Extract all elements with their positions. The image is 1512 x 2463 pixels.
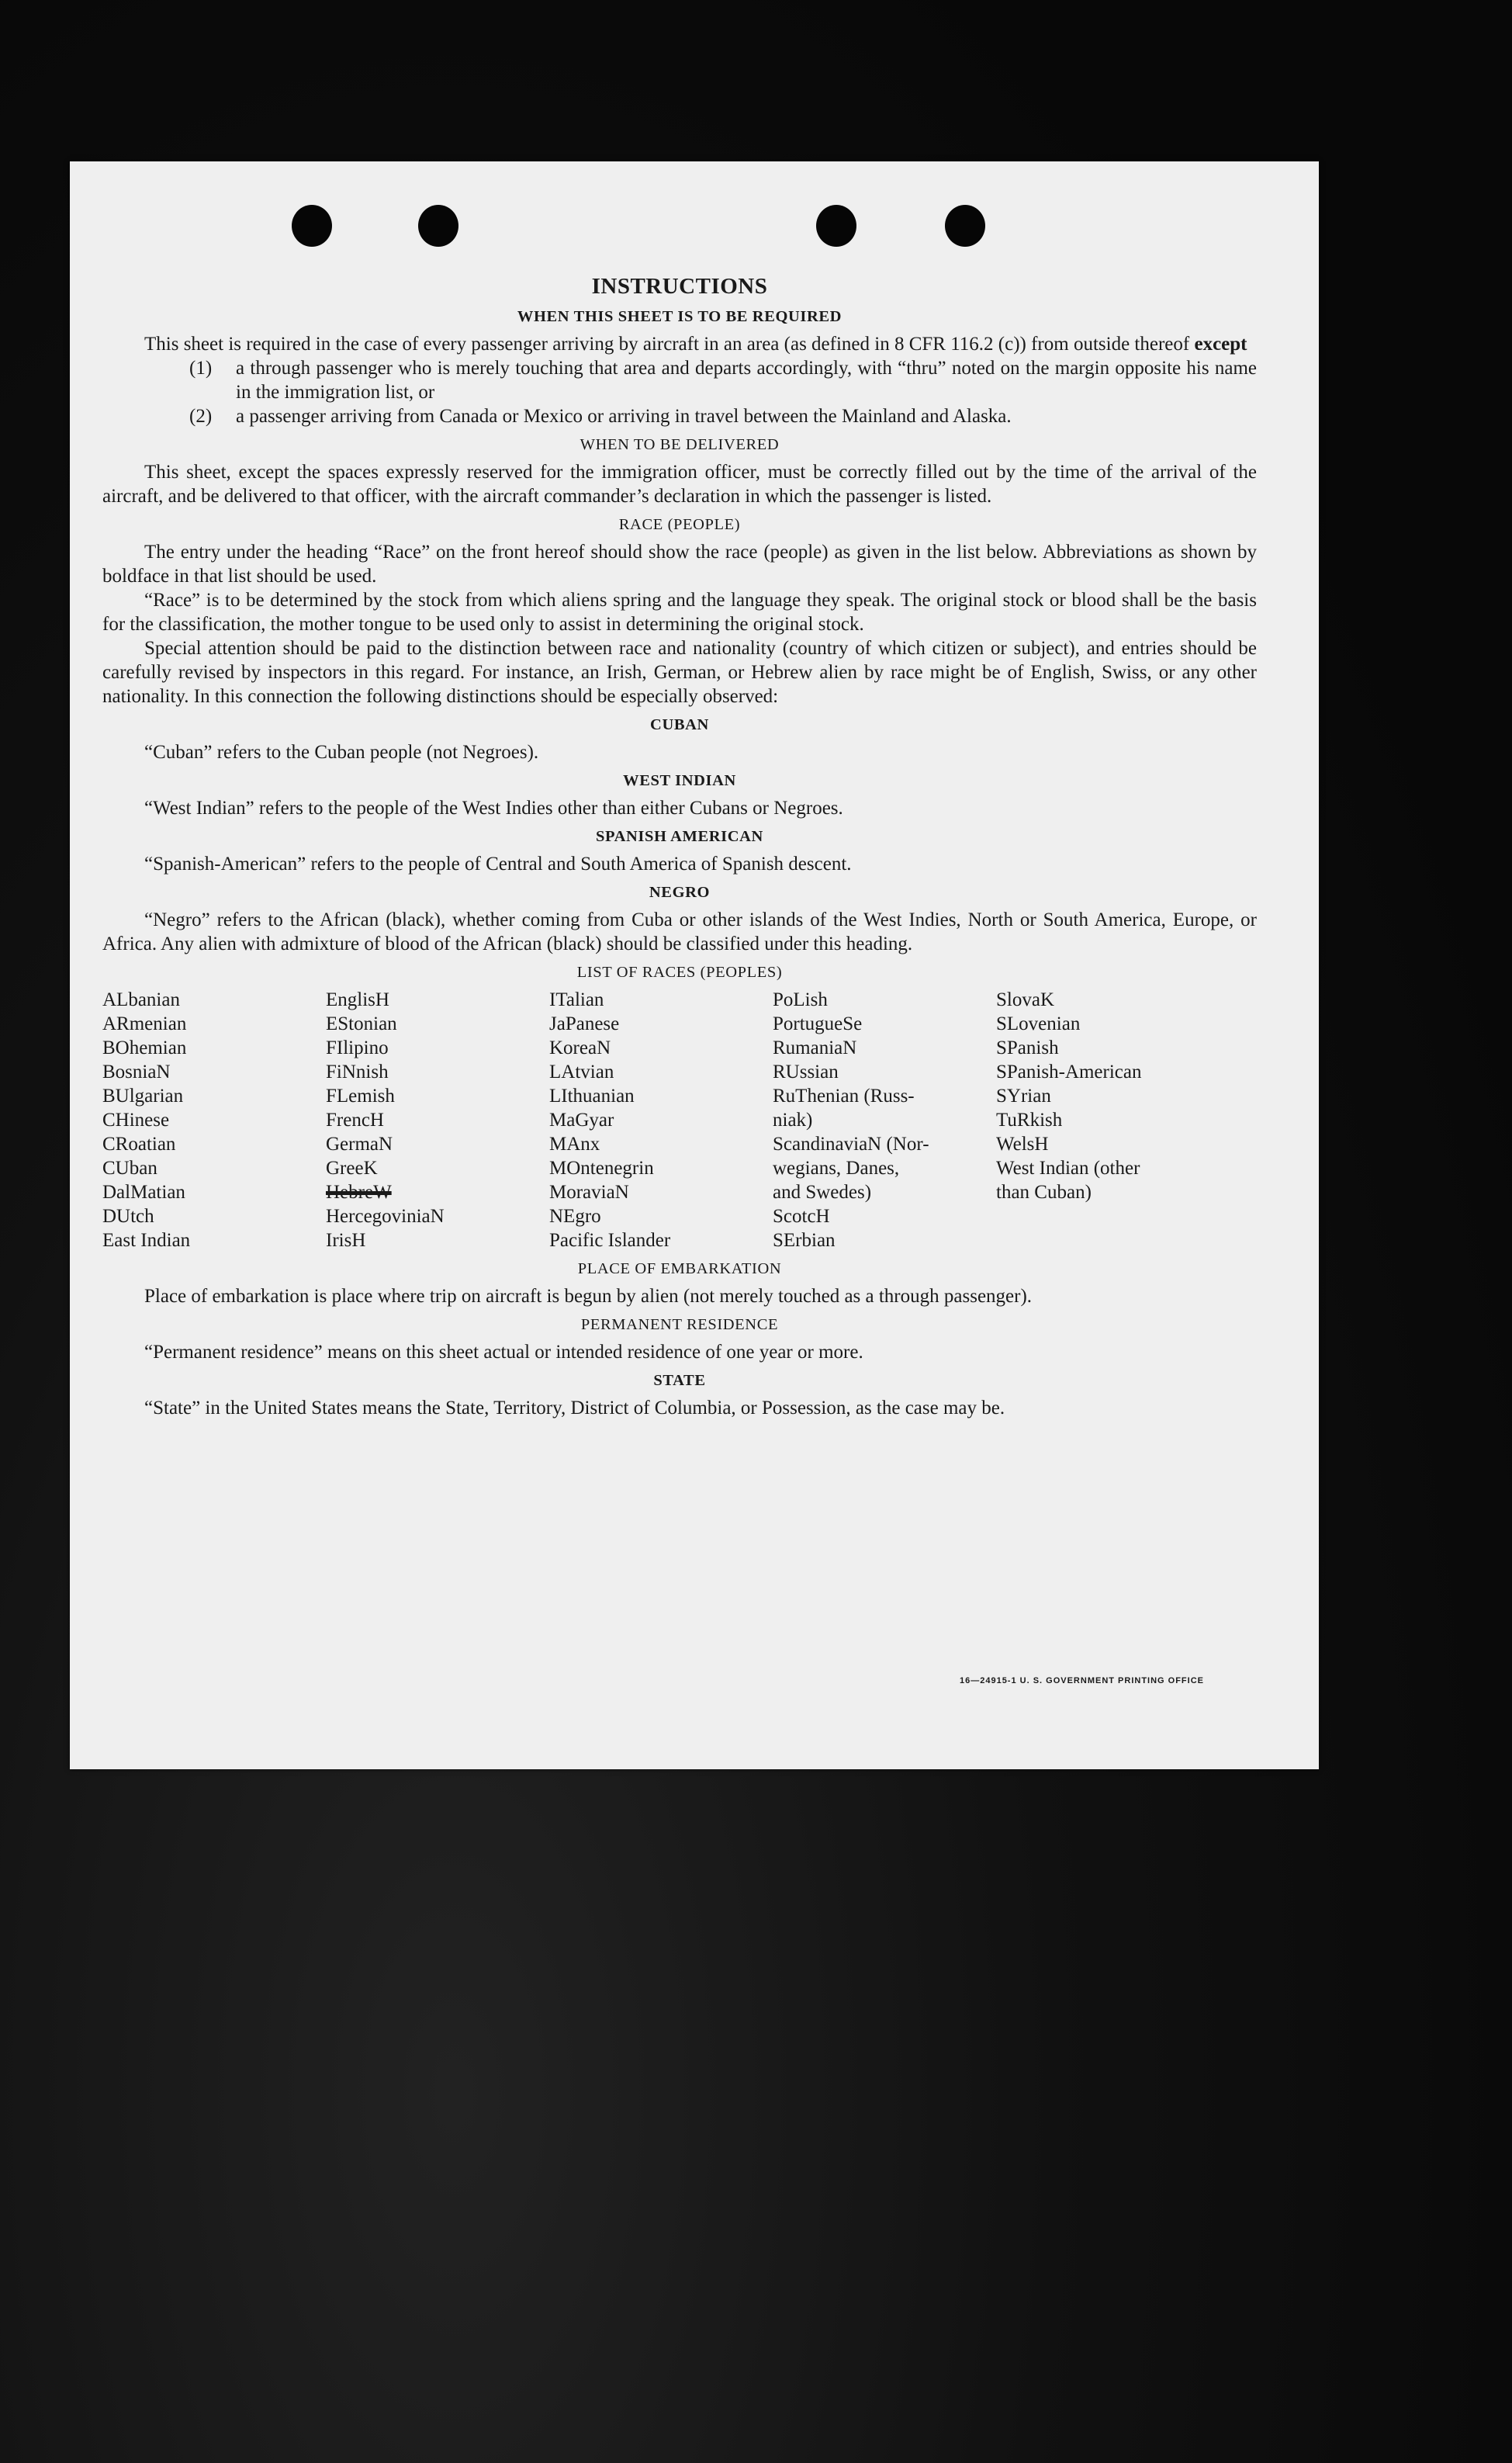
section-heading-west-indian: WEST INDIAN bbox=[623, 772, 736, 789]
cuban-text: “Cuban” refers to the Cuban people (not Negroes). bbox=[144, 742, 539, 763]
race-entry: MOntenegrin bbox=[549, 1158, 654, 1179]
race-entry: IrisH bbox=[326, 1230, 366, 1251]
west-indian-text: “West Indian” refers to the people of the West Indies other than either Cubans or Negroes. bbox=[144, 798, 843, 819]
race-entry: BOhemian bbox=[102, 1038, 187, 1058]
exception-item bbox=[102, 404, 1257, 428]
section-heading-race: RACE (PEOPLE) bbox=[618, 516, 741, 533]
race-entry: KoreaN bbox=[549, 1038, 611, 1058]
residence-text: “Permanent residence” means on this sheet actual or intended residence of one year or more. bbox=[144, 1342, 863, 1363]
section-heading-negro: NEGRO bbox=[649, 884, 711, 901]
when-required-intro bbox=[102, 332, 1257, 356]
negro-text: “Negro” refers to the African (black), whether coming from Cuba or other islands of the West Indies, North or South America, Europe, or Africa. Any alien with admixture of blood of the African (black) should be classified under this heading. bbox=[102, 909, 1257, 954]
section-heading-when-required: WHEN THIS SHEET IS TO BE REQUIRED bbox=[517, 308, 842, 325]
intro-text: This sheet is required in the case of every passenger arriving by aircraft in an area (as defined in 8 CFR 116.2 (c)) from outside thereof bbox=[144, 334, 1195, 355]
race-entry: EStonian bbox=[326, 1013, 397, 1034]
punch-hole bbox=[292, 205, 332, 247]
race-entry: SlovaK bbox=[996, 989, 1054, 1010]
race-entry: SPanish-American bbox=[996, 1062, 1142, 1083]
race-entry: RumaniaN bbox=[773, 1038, 857, 1058]
exception-item bbox=[102, 356, 1257, 404]
race-entry: West Indian (other than Cuban) bbox=[996, 1158, 1140, 1203]
race-entry: HebreW bbox=[326, 1182, 392, 1203]
race-entry: ScotcH bbox=[773, 1206, 830, 1227]
race-entry: PoLish bbox=[773, 989, 828, 1010]
race-entry: SYrian bbox=[996, 1086, 1051, 1107]
section-heading-spanish-american: SPANISH AMERICAN bbox=[596, 828, 763, 845]
race-entry: CRoatian bbox=[102, 1134, 176, 1155]
race-entry: NEgro bbox=[549, 1206, 601, 1227]
section-heading-when-delivered: WHEN TO BE DELIVERED bbox=[580, 436, 780, 453]
punch-hole bbox=[816, 205, 856, 247]
race-column bbox=[102, 988, 326, 1252]
race-entry: JaPanese bbox=[549, 1013, 620, 1034]
printing-office-code: 16—24915-1 U. S. GOVERNMENT PRINTING OFFICE bbox=[959, 1676, 1204, 1685]
section-heading-state: STATE bbox=[653, 1372, 706, 1389]
race-entry: FrencH bbox=[326, 1110, 384, 1131]
spanish-american-text: “Spanish-American” refers to the people of Central and South America of Spanish descent. bbox=[144, 854, 852, 875]
race-entry: RUssian bbox=[773, 1062, 839, 1083]
item-number: (1) bbox=[189, 358, 213, 379]
section-heading-embarkation: PLACE OF EMBARKATION bbox=[577, 1260, 782, 1277]
race-paragraph-3: Special attention should be paid to the distinction between race and nationality (country of which citizen or subject), and entries should be carefully revised by inspectors in this regard. For instance, an Irish, German, or Hebrew alien by race might be of English, Swiss, or any other nationality. In this connection the following distinctions should be especially observed: bbox=[102, 638, 1257, 707]
embarkation-text: Place of embarkation is place where trip on aircraft is begun by alien (not merely touched as a through passenger). bbox=[144, 1286, 1033, 1307]
race-entry: HercegoviniaN bbox=[326, 1206, 445, 1227]
race-paragraph-2: “Race” is to be determined by the stock from which aliens spring and the language they speak. The original stock or blood shall be the basis for the classification, the mother tongue to be used only to assist in determining the original stock. bbox=[102, 590, 1257, 635]
race-column bbox=[996, 988, 1229, 1252]
when-delivered-text: This sheet, except the spaces expressly reserved for the immigration officer, must be correctly filled out by the time of the arrival of the aircraft, and be delivered to that officer, with the aircraft commander’s declaration in which the passenger is listed. bbox=[102, 462, 1257, 507]
race-entry: DalMatian bbox=[102, 1182, 185, 1203]
race-column bbox=[773, 988, 996, 1252]
race-entry: SLovenian bbox=[996, 1013, 1081, 1034]
race-entry: EnglisH bbox=[326, 989, 389, 1010]
instructions-body bbox=[102, 275, 1257, 1420]
item-text: a passenger arriving from Canada or Mexico or arriving in travel between the Mainland and Alaska. bbox=[236, 406, 1012, 427]
race-entry: FiNnish bbox=[326, 1062, 389, 1083]
race-entry: RuThenian (Russ- niak) bbox=[773, 1086, 915, 1131]
race-entry: BUlgarian bbox=[102, 1086, 184, 1107]
section-heading-list-of-races: LIST OF RACES (PEOPLES) bbox=[576, 964, 783, 981]
race-entry: BosniaN bbox=[102, 1062, 171, 1083]
race-column bbox=[326, 988, 549, 1252]
race-entry: ITalian bbox=[549, 989, 604, 1010]
item-number: (2) bbox=[189, 406, 213, 427]
intro-except: except bbox=[1194, 334, 1247, 355]
race-entry: WelsH bbox=[996, 1134, 1049, 1155]
race-entry: FIlipino bbox=[326, 1038, 389, 1058]
race-entry: GreeK bbox=[326, 1158, 378, 1179]
race-entry: LIthuanian bbox=[549, 1086, 635, 1107]
race-entry: MoraviaN bbox=[549, 1182, 629, 1203]
punch-hole bbox=[418, 205, 458, 247]
race-list bbox=[102, 988, 1257, 1252]
item-text: a through passenger who is merely touching that area and departs accordingly, with “thru” noted on the margin opposite his name in the immigration list, or bbox=[236, 358, 1257, 403]
race-entry: Pacific Islander bbox=[549, 1230, 671, 1251]
punch-hole bbox=[945, 205, 985, 247]
race-column bbox=[549, 988, 773, 1252]
race-entry: MAnx bbox=[549, 1134, 600, 1155]
instruction-sheet bbox=[70, 161, 1319, 1769]
race-entry: MaGyar bbox=[549, 1110, 614, 1131]
section-heading-residence: PERMANENT RESIDENCE bbox=[580, 1316, 779, 1333]
race-entry: PortugueSe bbox=[773, 1013, 863, 1034]
race-entry: ScandinaviaN (Nor- wegians, Danes, and Swedes) bbox=[773, 1134, 929, 1203]
state-text: “State” in the United States means the State, Territory, District of Columbia, or Possession, as the case may be. bbox=[144, 1398, 1005, 1419]
race-entry: LAtvian bbox=[549, 1062, 614, 1083]
race-entry: SErbian bbox=[773, 1230, 836, 1251]
race-entry: ARmenian bbox=[102, 1013, 187, 1034]
race-entry: SPanish bbox=[996, 1038, 1059, 1058]
race-entry: DUtch bbox=[102, 1206, 154, 1227]
race-paragraph-1: The entry under the heading “Race” on the front hereof should show the race (people) as given in the list below. Abbreviations as shown by boldface in that list should be used. bbox=[102, 542, 1257, 587]
page-title: INSTRUCTIONS bbox=[591, 274, 768, 299]
race-entry: GermaN bbox=[326, 1134, 393, 1155]
race-entry: CHinese bbox=[102, 1110, 170, 1131]
section-heading-cuban: CUBAN bbox=[650, 716, 709, 733]
race-entry: CUban bbox=[102, 1158, 157, 1179]
race-entry: East Indian bbox=[102, 1230, 191, 1251]
race-entry: TuRkish bbox=[996, 1110, 1063, 1131]
race-entry: ALbanian bbox=[102, 989, 180, 1010]
race-entry: FLemish bbox=[326, 1086, 395, 1107]
